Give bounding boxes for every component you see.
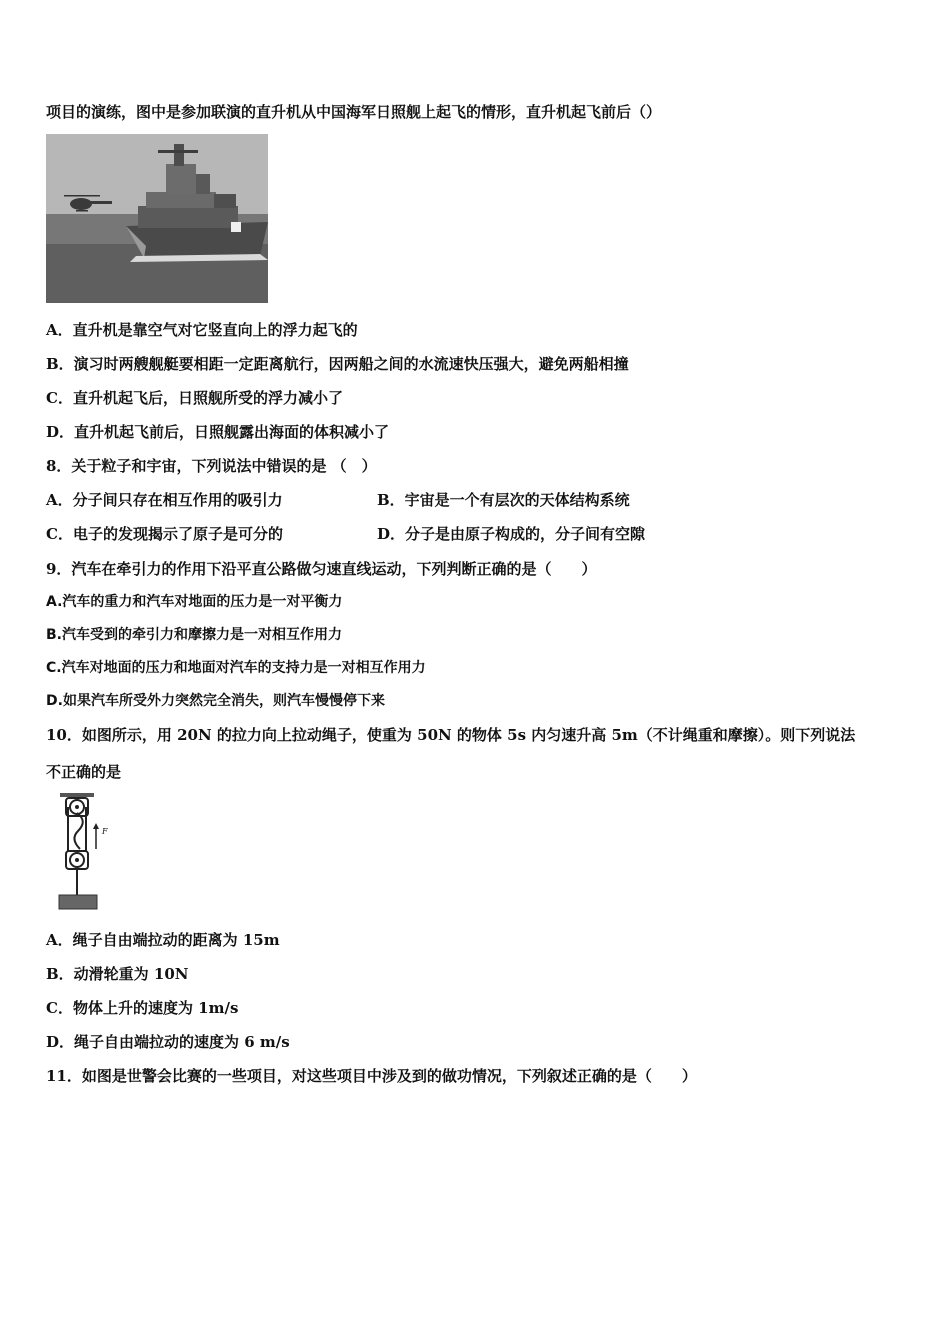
q11-stem: 11．如图是世警会比赛的一些项目，对这些项目中涉及到的做功情况，下列叙述正确的是（ ） bbox=[46, 1067, 697, 1085]
q10-option-b: B．动滑轮重为 10N bbox=[46, 965, 189, 983]
q8-option-a: A．分子间只存在相互作用的吸引力 bbox=[46, 491, 283, 509]
q10-option-d: D．绳子自由端拉动的速度为 6 m/s bbox=[46, 1033, 290, 1051]
q7-option-b: B．演习时两艘舰艇要相距一定距离航行，因两船之间的水流速快压强大，避免两船相撞 bbox=[46, 355, 629, 373]
q9-option-a: A.汽车的重力和汽车对地面的压力是一对平衡力 bbox=[46, 594, 343, 610]
q8-option-b: B．宇宙是一个有层次的天体结构系统 bbox=[377, 491, 630, 509]
q9-option-b: B.汽车受到的牵引力和摩擦力是一对相互作用力 bbox=[46, 627, 342, 643]
warship-helicopter-photo bbox=[46, 134, 268, 303]
q10-stem-line2: 不正确的是 bbox=[46, 763, 122, 781]
q7-option-d: D．直升机起飞前后，日照舰露出海面的体积减小了 bbox=[46, 423, 390, 441]
q7-stem: 项目的演练，图中是参加联演的直升机从中国海军日照舰上起飞的情形，直升机起飞前后（） bbox=[46, 103, 662, 121]
q8-option-d: D．分子是由原子构成的，分子间有空隙 bbox=[377, 525, 646, 543]
q8-stem: 8．关于粒子和宇宙，下列说法中错误的是 （ ） bbox=[46, 457, 377, 475]
q7-option-a: A．直升机是靠空气对它竖直向上的浮力起飞的 bbox=[46, 321, 358, 339]
q10-stem-line1: 10．如图所示，用 20N 的拉力向上拉动绳子，使重为 50N 的物体 5s 内匀速升高 5m（不计绳重和摩擦）。则下列说法 bbox=[46, 726, 856, 744]
pulley-system-figure bbox=[52, 793, 112, 911]
q10-option-c: C．物体上升的速度为 1m/s bbox=[46, 999, 239, 1017]
force-label: F bbox=[102, 827, 108, 836]
q9-option-c: C.汽车对地面的压力和地面对汽车的支持力是一对相互作用力 bbox=[46, 660, 426, 676]
q9-option-d: D.如果汽车所受外力突然完全消失，则汽车慢慢停下来 bbox=[46, 693, 385, 709]
q9-stem: 9．汽车在牵引力的作用下沿平直公路做匀速直线运动，下列判断正确的是（ ） bbox=[46, 560, 597, 578]
q8-option-c: C．电子的发现揭示了原子是可分的 bbox=[46, 525, 283, 543]
q10-option-a: A．绳子自由端拉动的距离为 15m bbox=[46, 931, 280, 949]
q7-option-c: C．直升机起飞后，日照舰所受的浮力减小了 bbox=[46, 389, 343, 407]
